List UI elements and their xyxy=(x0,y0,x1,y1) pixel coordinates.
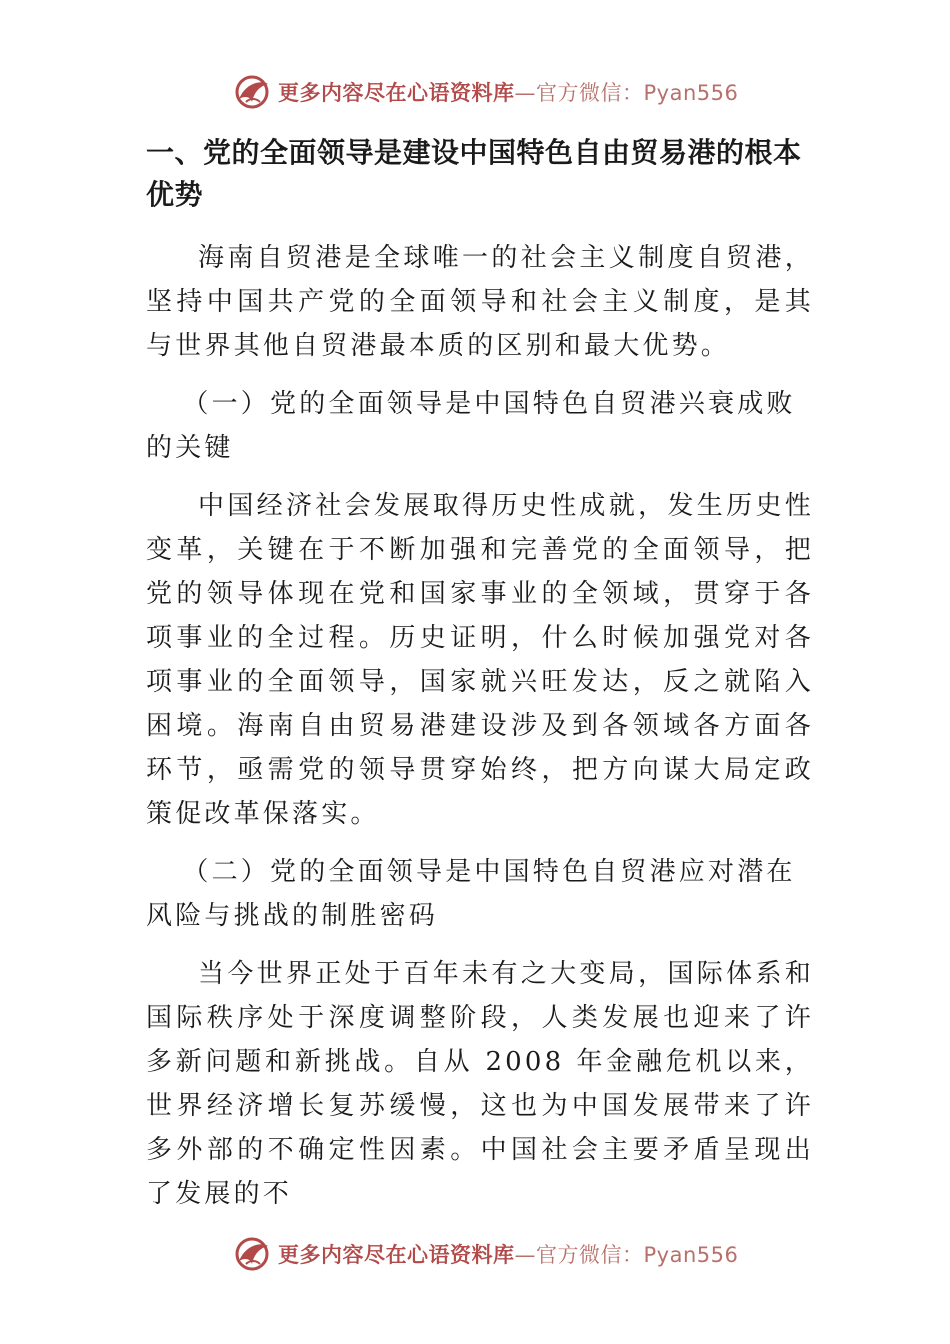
header-banner-text xyxy=(278,77,738,107)
brand-logo-icon xyxy=(232,1234,272,1274)
header-banner xyxy=(232,72,738,112)
footer-banner-text xyxy=(278,1239,738,1269)
subheading-2: （二）党的全面领导是中国特色自贸港应对潜在风险与挑战的制胜密码 xyxy=(146,857,796,931)
header-banner-lead: 更多内容尽在心语资料库 xyxy=(278,80,515,105)
footer-banner-wechat: —官方微信：Pyan556 xyxy=(514,1243,739,1267)
header-banner-wechat: —官方微信：Pyan556 xyxy=(514,81,739,105)
footer-banner xyxy=(232,1234,738,1274)
footer-banner-lead: 更多内容尽在心语资料库 xyxy=(278,1242,515,1267)
brand-logo-icon xyxy=(232,72,272,112)
section-heading: 一、党的全面领导是建设中国特色自由贸易港的根本优势 xyxy=(146,136,802,211)
subheading-1: （一）党的全面领导是中国特色自贸港兴衰成败的关键 xyxy=(146,389,796,463)
paragraph-3: 当今世界正处于百年未有之大变局，国际体系和国际秩序处于深度调整阶段，人类发展也迎来了许多新问题和新挑战。自从 2008 年金融危机以来，世界经济增长复苏缓慢，这也为中国发展带来了许多外部的不确定性因素。中国社会主要矛盾呈现出了发展的不 xyxy=(146,959,814,1209)
paragraph-2: 中国经济社会发展取得历史性成就，发生历史性变革，关键在于不断加强和完善党的全面领导，把党的领导体现在党和国家事业的全领域，贯穿于各项事业的全过程。历史证明，什么时候加强党对各项事业的全面领导，国家就兴旺发达，反之就陷入困境。海南自由贸易港建设涉及到各领域各方面各环节，亟需党的领导贯穿始终，把方向谋大局定政策促改革保落实。 xyxy=(146,491,814,829)
document-body xyxy=(146,132,814,1230)
paragraph-intro: 海南自贸港是全球唯一的社会主义制度自贸港，坚持中国共产党的全面领导和社会主义制度，是其与世界其他自贸港最本质的区别和最大优势。 xyxy=(146,243,814,361)
